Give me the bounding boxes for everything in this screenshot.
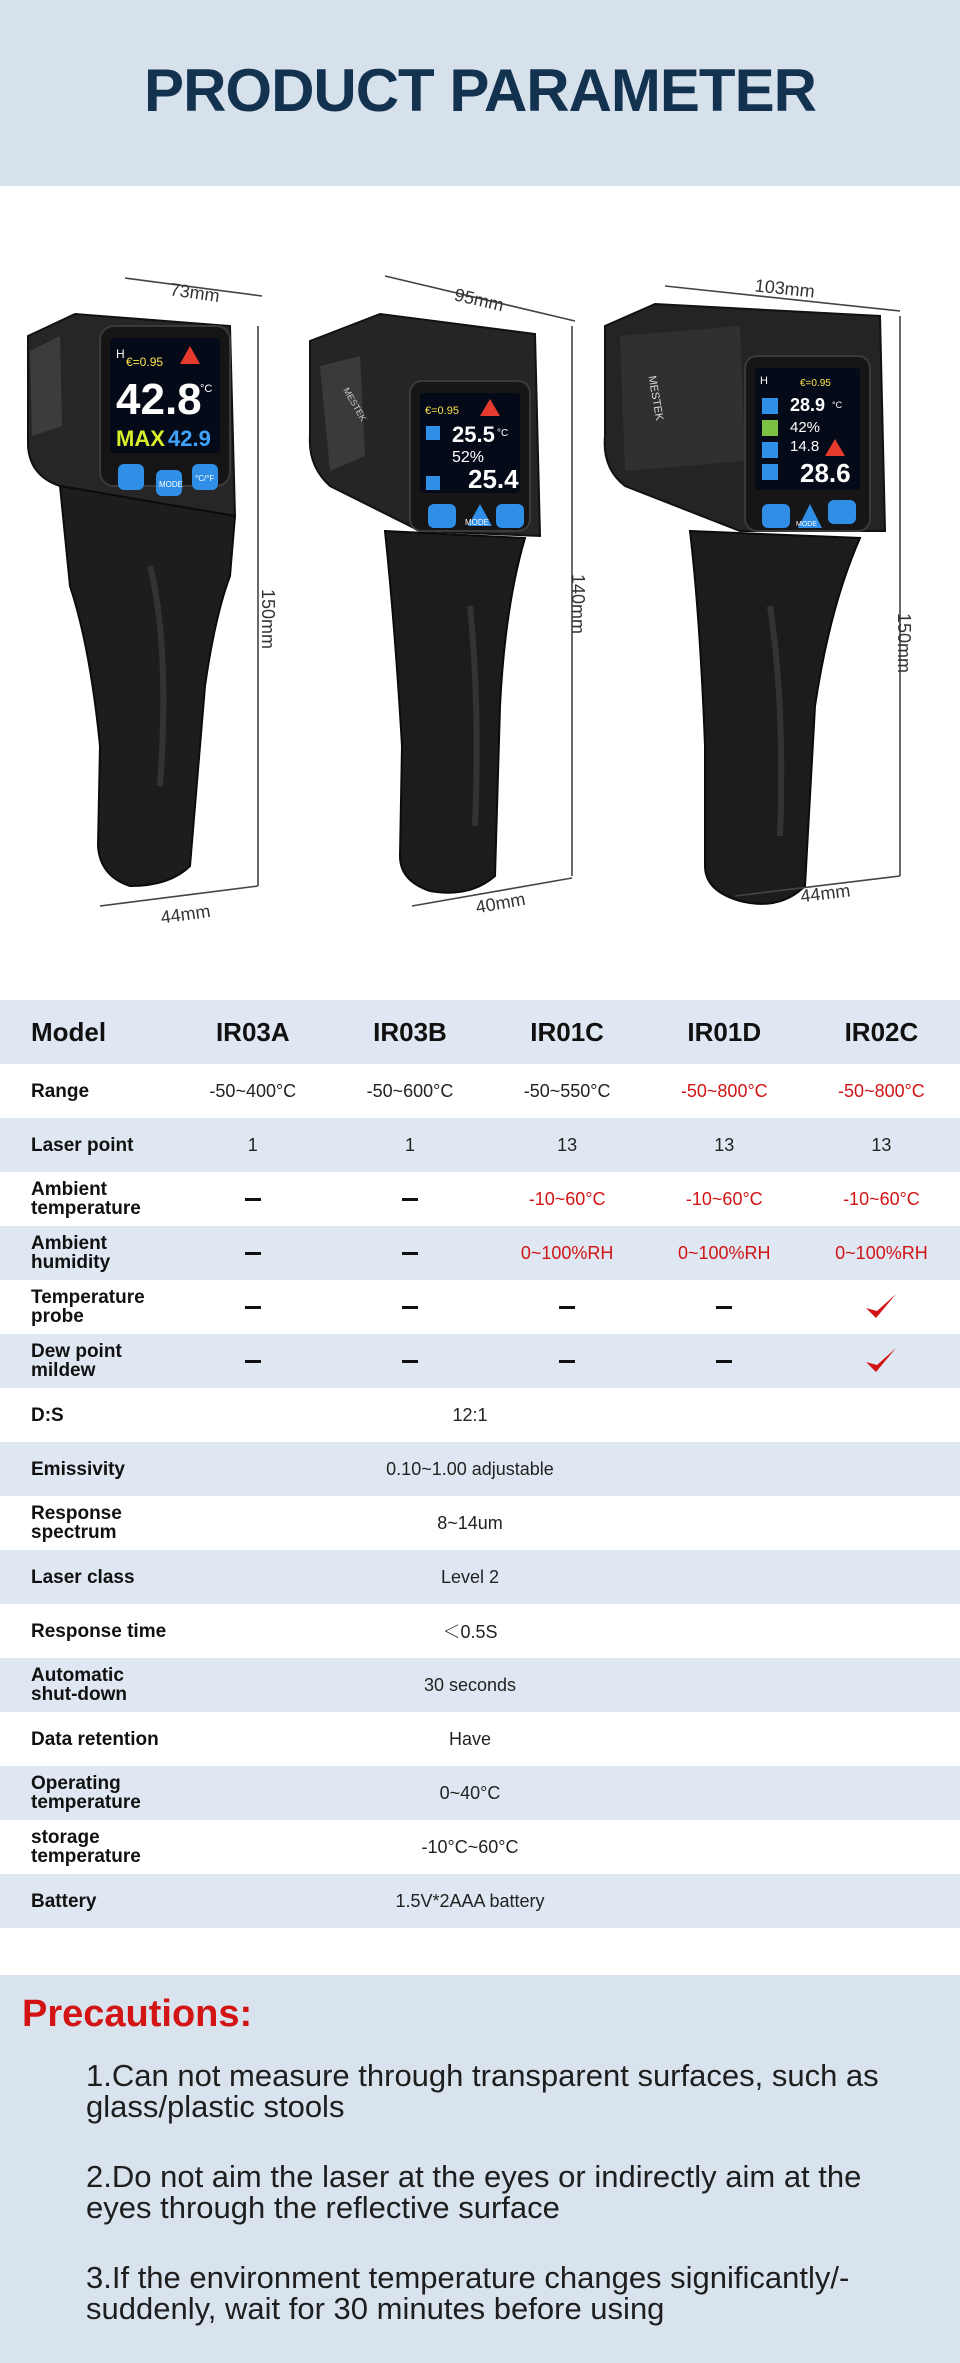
table-row <box>0 1442 960 1496</box>
row-label: Ambient temperature <box>31 1179 141 1219</box>
row-label: Laser class <box>31 1566 135 1588</box>
table-row <box>0 1550 960 1604</box>
table-cell: 1 <box>247 1134 258 1155</box>
precaution-item: 2.Do not aim the laser at the eyes or indirectly aim at the eyes through the reflective surface <box>86 2159 862 2225</box>
checkmark-icon <box>864 1292 898 1322</box>
table-cell <box>331 1189 488 1210</box>
dash-mark <box>245 1198 261 1201</box>
ir02c-main-reading: 28.9 <box>790 395 826 415</box>
ir02c-emissivity: €=0.95 <box>800 378 831 389</box>
table-cell <box>174 1243 331 1264</box>
product-illustration <box>0 186 960 1000</box>
row-label: D:S <box>31 1404 64 1426</box>
table-cell: 0~100%RH <box>678 1242 771 1263</box>
ir03a-top-dim: 73mm <box>168 279 221 307</box>
checkmark-icon <box>864 1346 898 1376</box>
ir02c-third: 14.8 <box>790 438 820 455</box>
row-label: Response spectrum <box>31 1503 122 1543</box>
table-row <box>0 1496 960 1550</box>
svg-text:MESTEK: MESTEK <box>341 385 369 423</box>
device-ir03a <box>28 278 278 928</box>
ir03a-main-reading: 42.8 <box>116 375 202 424</box>
ir02c-mode-button: MODE <box>796 521 817 528</box>
table-cell: -50~800°C <box>838 1080 925 1101</box>
table-cell <box>174 1351 331 1372</box>
row-label: Ambient humidity <box>31 1233 111 1273</box>
table-cell: -10~60°C <box>528 1188 606 1209</box>
dash-mark <box>245 1306 261 1309</box>
ir02c-unit: °C <box>832 400 843 410</box>
table-cell: 1 <box>404 1134 415 1155</box>
ir02c-height-dim: 150mm <box>894 613 914 674</box>
table-cell: 13 <box>714 1134 735 1155</box>
device-ir02c <box>605 275 914 906</box>
row-label: Operating temperature <box>31 1773 141 1813</box>
ir03a-max-label: MAX <box>116 426 165 451</box>
dash-mark <box>716 1306 732 1309</box>
header-model: IR01D <box>687 1016 762 1047</box>
table-cell <box>646 1351 803 1372</box>
row-label: Laser point <box>31 1134 134 1156</box>
ir03a-mode-button: MODE <box>159 480 183 489</box>
precautions-title: Precautions: <box>22 1993 253 2035</box>
table-cell <box>174 1297 331 1318</box>
table-row <box>0 1874 960 1928</box>
header-model: IR01C <box>530 1016 604 1047</box>
table-row <box>0 1604 960 1658</box>
table-cell: 12:1 <box>452 1404 488 1425</box>
table-cell <box>803 1292 960 1322</box>
table-row <box>0 1226 960 1280</box>
table-cell: 0~100%RH <box>520 1242 614 1263</box>
page-title: PRODUCT PARAMETER <box>144 56 816 124</box>
table-cell <box>331 1351 488 1372</box>
table-cell: 1.5V*2AAA battery <box>395 1890 545 1911</box>
table-cell: Level 2 <box>440 1566 500 1587</box>
table-cell <box>331 1243 488 1264</box>
ir03b-main-reading: 25.5 <box>452 422 495 447</box>
header-model-label: Model <box>31 1016 107 1047</box>
dash-mark <box>402 1198 418 1201</box>
dash-mark <box>559 1306 575 1309</box>
precaution-item: 3.If the environment temperature changes significantly/-suddenly, wait for 30 minutes before using <box>86 2260 850 2326</box>
header-model: IR03B <box>373 1016 447 1047</box>
precaution-item: 1.Can not measure through transparent surfaces, such as glass/plastic stools <box>86 2058 879 2124</box>
dash-mark <box>402 1360 418 1363</box>
device-ir03b <box>310 276 588 917</box>
ir03a-unit-button: °C/°F <box>195 474 215 483</box>
ir03b-mode-button: MODE <box>465 518 489 527</box>
ir03b-secondary: 25.4 <box>468 464 519 494</box>
header-banner <box>0 0 960 186</box>
table-row <box>0 1712 960 1766</box>
table-row <box>0 1064 960 1118</box>
ir02c-bottom-dim: 44mm <box>799 880 852 907</box>
table-header-row <box>0 1000 960 1064</box>
table-row <box>0 1820 960 1874</box>
table-cell: ＜0.5S <box>442 1622 498 1642</box>
table-cell: 0~40°C <box>439 1782 501 1803</box>
table-cell: -50~400°C <box>209 1080 297 1101</box>
table-cell: 13 <box>871 1134 892 1155</box>
dash-mark <box>716 1360 732 1363</box>
table-row <box>0 1658 960 1712</box>
row-label: Dew point mildew <box>31 1341 122 1381</box>
table-cell: 0~100%RH <box>835 1242 928 1263</box>
ir03a-unit: °C <box>200 383 213 395</box>
header-model: IR02C <box>844 1016 919 1047</box>
ir03b-humidity: 52% <box>452 449 485 466</box>
ir03a-max-value: 42.9 <box>168 426 211 451</box>
table-cell: -10~60°C <box>843 1188 920 1209</box>
ir03b-bottom-dim: 40mm <box>474 888 527 918</box>
parameter-table <box>0 1000 960 1928</box>
product-images <box>0 186 960 1000</box>
row-label: Temperature probe <box>31 1287 145 1327</box>
row-label: Range <box>31 1080 90 1102</box>
table-cell: 8~14um <box>437 1512 503 1533</box>
dash-mark <box>559 1360 575 1363</box>
ir03b-height-dim: 140mm <box>568 574 588 635</box>
table-cell: 30 seconds <box>423 1674 517 1695</box>
table-cell: -10~60°C <box>685 1188 763 1209</box>
ir03b-top-dim: 95mm <box>452 284 506 316</box>
ir02c-top-dim: 103mm <box>753 275 816 302</box>
table-cell: 0.10~1.00 adjustable <box>386 1458 554 1479</box>
table-cell: -50~600°C <box>366 1080 454 1101</box>
table-cell <box>174 1189 331 1210</box>
table-cell: -50~800°C <box>680 1080 768 1101</box>
precautions-section <box>0 1975 960 2363</box>
table-cell: -10°C~60°C <box>421 1836 519 1857</box>
table-cell <box>489 1351 646 1372</box>
table-row <box>0 1172 960 1226</box>
ir03a-emissivity: €=0.95 <box>126 355 164 369</box>
ir03a-mode-indicator: H <box>116 347 125 361</box>
ir03b-emissivity: €=0.95 <box>425 405 459 417</box>
row-label: Automatic shut-down <box>31 1665 128 1705</box>
header-model: IR03A <box>215 1016 290 1047</box>
dash-mark <box>245 1252 261 1255</box>
ir03b-unit: °C <box>497 428 509 439</box>
table-cell <box>803 1346 960 1376</box>
table-cell: 13 <box>557 1134 578 1155</box>
table-cell: -50~550°C <box>523 1080 611 1101</box>
ir02c-humidity: 42% <box>790 419 821 436</box>
row-label: Battery <box>31 1890 97 1912</box>
table-cell <box>489 1297 646 1318</box>
dash-mark <box>402 1306 418 1309</box>
ir03a-bottom-dim: 44mm <box>159 900 212 928</box>
ir03a-height-dim: 150mm <box>258 589 278 650</box>
svg-text:MESTEK: MESTEK <box>645 374 666 422</box>
table-row <box>0 1766 960 1820</box>
dash-mark <box>402 1252 418 1255</box>
table-row <box>0 1334 960 1388</box>
table-row <box>0 1388 960 1442</box>
table-cell <box>646 1297 803 1318</box>
row-label: Response time <box>31 1620 167 1642</box>
table-row <box>0 1118 960 1172</box>
row-label: Emissivity <box>31 1458 125 1480</box>
ir02c-secondary: 28.6 <box>800 458 851 488</box>
row-label: Data retention <box>31 1728 159 1750</box>
table-row <box>0 1280 960 1334</box>
table-cell: Have <box>448 1728 492 1749</box>
dash-mark <box>245 1360 261 1363</box>
row-label: storage temperature <box>31 1827 141 1867</box>
ir02c-mode-indicator: H <box>760 375 768 387</box>
table-cell <box>331 1297 488 1318</box>
